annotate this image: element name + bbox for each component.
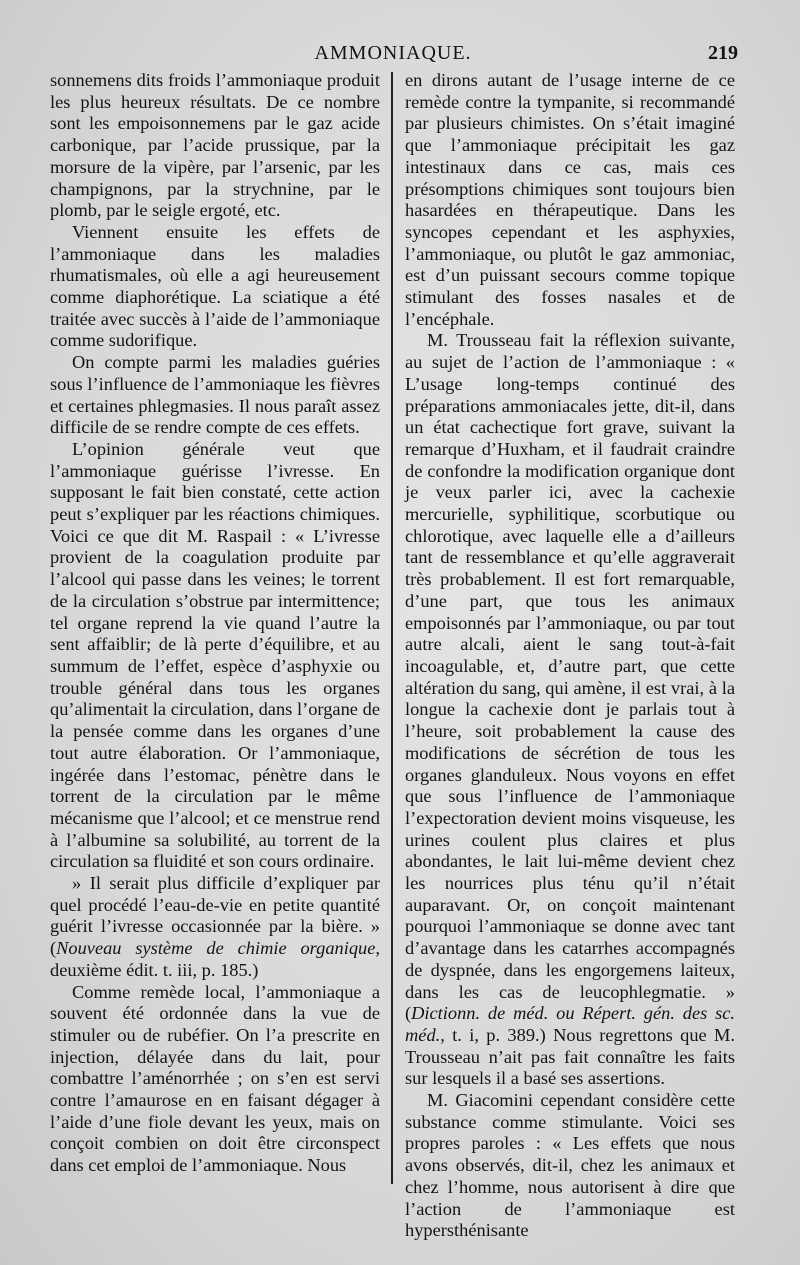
paragraph: Viennent ensuite les effets de l’ammoniaque dans les maladies rhumatismales, où elle a agi heureusement comme diaphorétique. La sciatique a été traitée avec succès à l’aide de l’ammoniaque comme sudorifique. <box>50 221 380 351</box>
column-rule <box>391 72 393 1184</box>
paragraph: M. Giacomini cependant considère cette substance comme stimulante. Voici ses propres paroles : « Les effets que nous avons observés, dit-il, chez les animaux et chez l’homme, nous autorisent à dire que l’action de l’ammoniaque est hypersthénisante <box>405 1090 735 1241</box>
citation-title: Dictionn. de méd. ou Répert. gén. des sc. méd., <box>405 1003 735 1045</box>
paragraph: sonnemens dits froids l’ammoniaque produit les plus heureux résultats. De ce nombre sont les empoisonnemens par le gaz acide carbonique, par l’acide prussique, par la morsure de la vipère, par l’arsenic, par les champignons, par la strychnine, par le plomb, par le seigle ergoté, etc. <box>50 70 380 221</box>
paragraph: Comme remède local, l’ammoniaque a souvent été ordonnée dans la vue de stimuler ou de rubéfier. On l’a prescrite en injection, délayée dans du lait, pour combattre l’aménorrhée ; on s’en est servi contre l’amaurose en en faisant dégager à l’aide d’une fiole devant les yeux, mais on conçoit combien on doit être circonspect dans cet emploi de l’ammoniaque. Nous <box>50 981 380 1176</box>
left-column <box>50 70 380 1177</box>
text-run: t. i, p. 389.) Nous regrettons que M. Trousseau n’ait pas fait connaître les faits sur lesquels il a basé ses assertions. <box>405 1024 735 1089</box>
paragraph: L’opinion générale veut que l’ammoniaque guérisse l’ivresse. En supposant le fait bien constaté, cette action peut s’expliquer par les réactions chimiques. Voici ce que dit M. Raspail : « L’ivresse provient de la coagulation produite par l’alcool qui passe dans les veines; le torrent de la circulation s’obstrue par intermittence; tel organe reprend la vie quand l’autre la sent affaiblir; de là perte d’équilibre, et au summum de l’effet, espèce d’asphyxie ou trouble général dans tous les organes qu’alimentait la circulation, dans l’organe de la pensée comme dans les organes d’une tout autre élaboration. Or l’ammoniaque, ingérée dans l’estomac, pénètre dans le torrent de la circulation par le même mécanisme que l’alcool; et ce menstrue rend à l’albumine sa solubilité, au torrent de la circulation sa fluidité et son cours ordinaire. <box>50 438 380 872</box>
running-title: AMMONIAQUE. <box>314 42 472 64</box>
right-column <box>405 70 735 1242</box>
paragraph: en dirons autant de l’usage interne de ce remède contre la tympanite, si recommandé par plusieurs chimistes. On s’était imaginé que l’ammoniaque précipitait les gaz intestinaux dans ce cas, mais ces présomptions chimiques sont toujours bien hasardées en thérapeutique. Dans les syncopes cependant et les asphyxies, l’ammoniaque, ou plutôt le gaz ammoniac, est d’un puissant secours comme topique stimulant des fosses nasales et de l’encéphale. <box>405 70 735 329</box>
text-run: M. Trousseau fait la réflexion suivante, au sujet de l’action de l’ammoniaque : « L’usage long-temps continué des préparations ammoniacales jette, dit-il, dans un état cachectique fort grave, suivant la remarque d’Huxham, et il faudrait craindre de confondre la modification organique dont je veux parler ici, avec la cachexie mercurielle, syphilitique, scorbutique ou chlorotique, avec laquelle elle a d’ailleurs tant de ressemblance et qu’elle aggraverait très probablement. Il est fort remarquable, d’une part, que tous les animaux empoisonnés par l’ammoniaque, ou par tout autre alcali, aient le sang tout-à-fait incoagulable, et, d’autre part, que cette altération du sang, qui amène, il est vrai, à la longue la cachexie dont je parlais tout à l’heure, soit probablement la cause des modifications de sécrétion de tous les organes glanduleux. Nous voyons en effet que sous l’influence de l’ammoniaque l’expectoration devient moins visqueuse, les urines coulent plus claires et plus abondantes, le lait lui-même devient chez les nourrices plus ténu qu’il n’était auparavant. Or, on conçoit maintenant pourquoi l’ammoniaque se donne avec tant d’avantage dans les catarrhes accompagnés de dyspnée, dans les engorgemens laiteux, dans les cas de leucophlegmatie. » ( <box>405 330 735 1024</box>
text-run: » Il serait plus difficile d’expliquer par quel procédé l’eau-de-vie en petite quantité guérit l’ivresse occasionnée par la bière. » ( <box>50 873 380 959</box>
paragraph <box>50 873 380 982</box>
paragraph: On compte parmi les maladies guéries sous l’influence de l’ammoniaque les fièvres et certaines phlegmasies. Il nous paraît assez difficile de se rendre compte de ces effets. <box>50 352 380 438</box>
paragraph <box>405 330 735 1090</box>
citation-title: Nouveau système de chimie organique, <box>56 938 380 959</box>
page-number: 219 <box>708 42 738 64</box>
page-header <box>48 42 738 72</box>
text-run: deuxième édit. t. iii, p. 185.) <box>50 959 259 980</box>
